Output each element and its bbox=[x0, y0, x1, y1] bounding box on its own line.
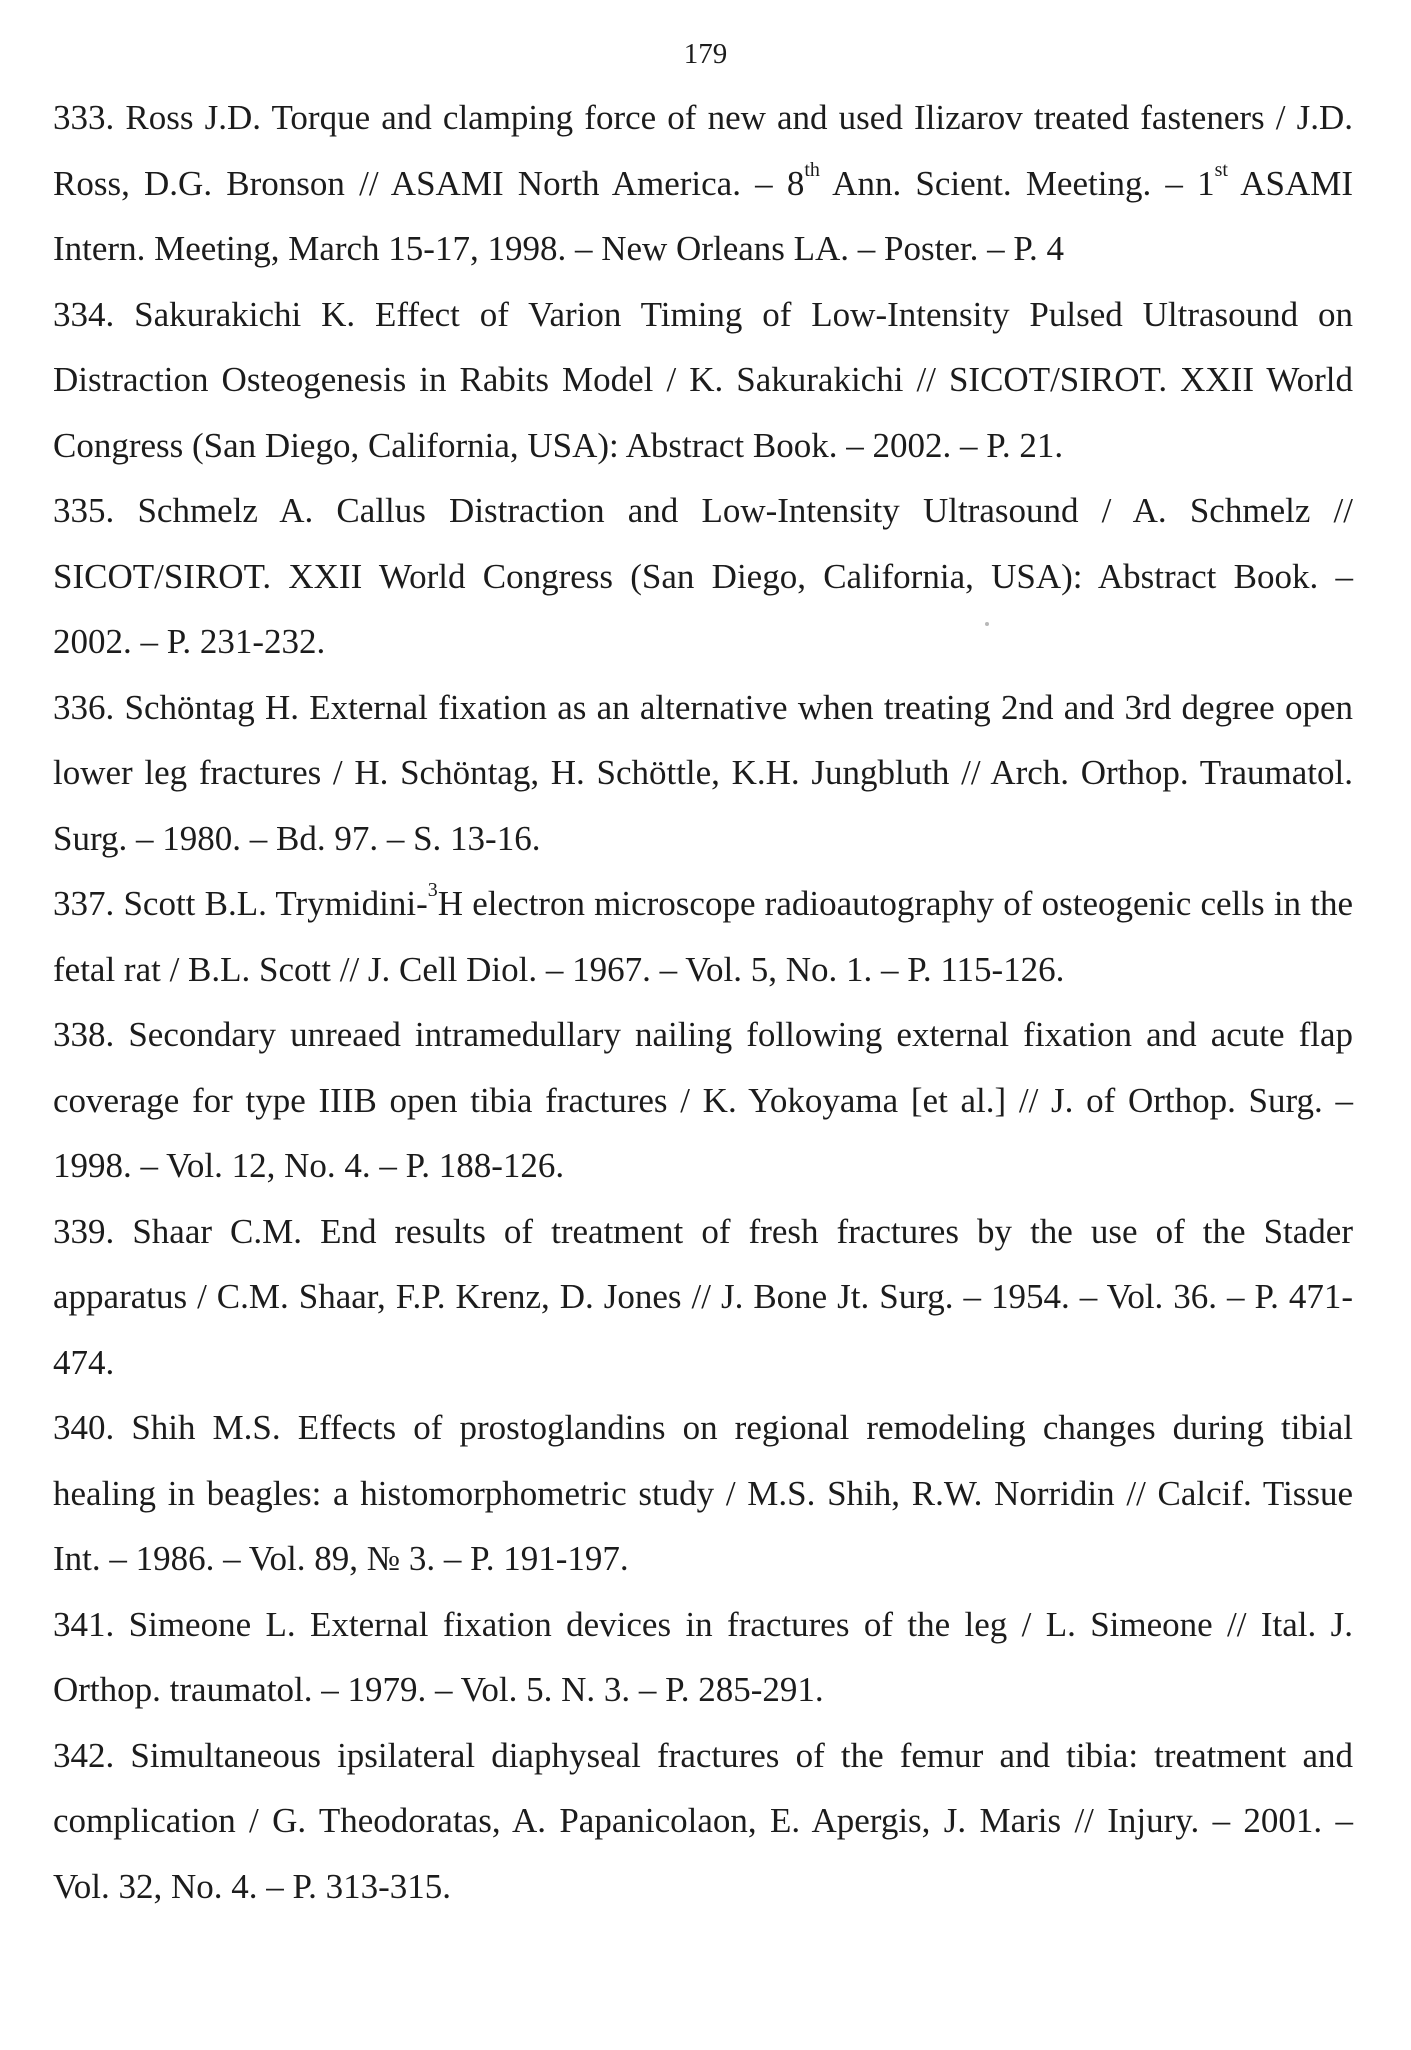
reference-number: 340. bbox=[53, 1408, 115, 1447]
reference-number: 335. bbox=[53, 491, 115, 530]
reference-entry bbox=[53, 1002, 1353, 1199]
reference-entry bbox=[53, 85, 1353, 282]
reference-text: Ann. Scient. Meeting. – 1 bbox=[819, 163, 1215, 203]
reference-number: 338. bbox=[53, 1015, 115, 1054]
reference-number: 342. bbox=[53, 1735, 115, 1775]
superscript: th bbox=[804, 158, 820, 181]
reference-entry bbox=[53, 282, 1353, 479]
superscript: st bbox=[1214, 158, 1228, 181]
reference-number: 339. bbox=[53, 1211, 115, 1251]
reference-text: Secondary unreaed intramedullary nailing following external fixation and acute flap coverage for type IIIB open tibia fractures / K. Yokoyama [et al.] // J. of Orthop. Surg. – 1998. – Vol. 12, No. 4. – P. 188-126. bbox=[53, 1015, 1353, 1185]
reference-number: 337. bbox=[53, 884, 115, 923]
reference-text: Shaar C.M. End results of treatment of fresh fractures by the use of the Stader apparatus / C.M. Shaar, F.P. Krenz, D. Jones // J. Bone Jt. Surg. – 1954. – Vol. 36. – P. 471-474. bbox=[53, 1211, 1354, 1382]
reference-text: Schmelz A. Callus Distraction and Low-Intensity Ultrasound / A. Schmelz // SICOT/SIROT. XXII World Congress (San Diego, California, USA): Abstract Book. – 2002. – P. 231-232. bbox=[53, 491, 1353, 661]
reference-number: 333. bbox=[53, 98, 115, 137]
reference-entry bbox=[53, 1592, 1353, 1723]
reference-text: Shih M.S. Effects of prostoglandins on regional remodeling changes during tibial healing in beagles: a histomorphometric study / M.S. Shih, R.W. Norridin // Calcif. Tissue Int. – 1986. – Vol. 89, № 3. – P. 191-197. bbox=[53, 1408, 1353, 1578]
superscript: 3 bbox=[427, 879, 438, 902]
reference-entry bbox=[53, 871, 1353, 1002]
reference-text: H electron microscope radioautography of osteogenic cells in the fetal rat / B.L. Scott // J. Cell Diol. – 1967. – Vol. 5, No. 1. – P. 115-126. bbox=[53, 884, 1354, 989]
reference-text: Simultaneous ipsilateral diaphyseal fractures of the femur and tibia: treatment and complication / G. Theodoratas, A. Papanicolaon, E. Apergis, J. Maris // Injury. – 2001. – Vol. 32, No. 4. – P. 313-315. bbox=[53, 1735, 1354, 1906]
reference-list bbox=[53, 85, 1353, 1919]
reference-entry bbox=[53, 1395, 1353, 1592]
reference-text: ASAMI Intern. Meeting, March 15-17, 1998. – New Orleans LA. – Poster. – P. 4 bbox=[53, 163, 1353, 268]
reference-entry bbox=[53, 478, 1353, 675]
reference-number: 336. bbox=[53, 687, 115, 727]
reference-text: Sakurakichi K. Effect of Varion Timing of Low-Intensity Pulsed Ultrasound on Distraction Osteogenesis in Rabits Model / K. Sakurakichi // SICOT/SIROT. XXII World Congress (San Diego, California, USA): Abstract Book. – 2002. – P. 21. bbox=[53, 294, 1354, 465]
reference-text: Schöntag H. External fixation as an alternative when treating 2nd and 3rd degree open lower leg fractures / H. Schöntag, H. Schöttle, K.H. Jungbluth // Arch. Orthop. Traumatol. Surg. – 1980. – Bd. 97. – S. 13-16. bbox=[53, 687, 1353, 858]
reference-number: 341. bbox=[53, 1604, 115, 1644]
reference-text: Simeone L. External fixation devices in fractures of the leg / L. Simeone // Ital. J. Orthop. traumatol. – 1979. – Vol. 5. N. 3. – P. 285-291. bbox=[53, 1604, 1353, 1709]
page-number: 179 bbox=[683, 38, 728, 70]
reference-text: Scott B.L. Trymidini- bbox=[123, 884, 428, 923]
reference-number: 334. bbox=[53, 294, 115, 334]
reference-entry bbox=[53, 1723, 1353, 1920]
reference-text: Ross J.D. Torque and clamping force of new and used Ilizarov treated fasteners / J.D. Ross, D.G. Bronson // ASAMI North America. – 8 bbox=[53, 98, 1354, 203]
reference-entry bbox=[53, 675, 1353, 872]
reference-entry bbox=[53, 1199, 1353, 1396]
